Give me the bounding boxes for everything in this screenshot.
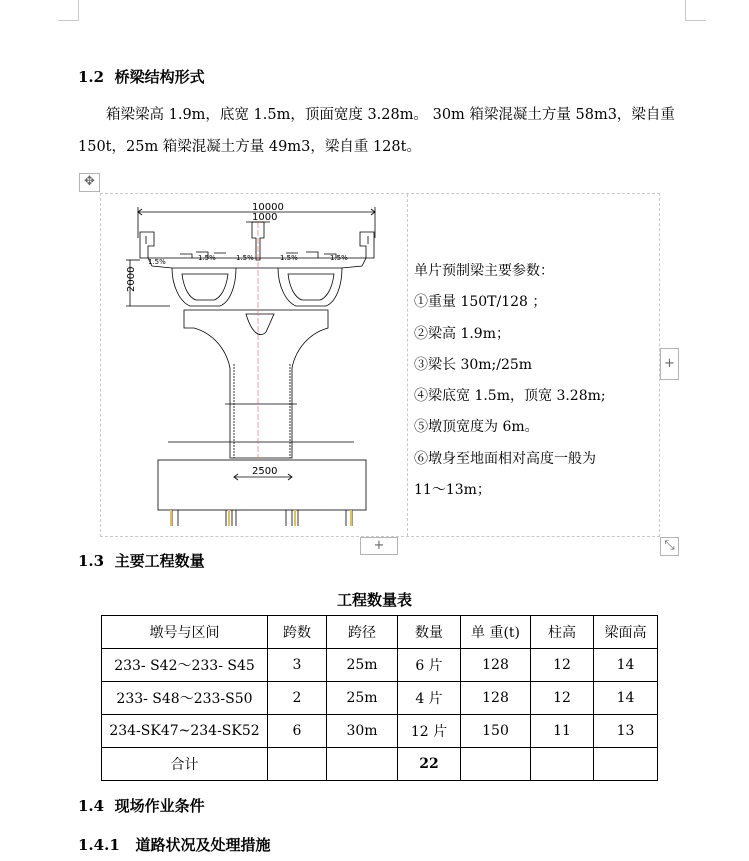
table-cell: 2 [268, 682, 327, 715]
table-cell [461, 748, 531, 781]
quantity-table [101, 615, 658, 781]
table-cell: 233- S42～233- S45 [102, 649, 268, 682]
param-item: 11～13m； [414, 482, 491, 499]
slope-label: 1.5% [330, 254, 348, 262]
column-header: 墩号与区间 [102, 616, 268, 649]
heading-number: 1.4 [78, 797, 105, 815]
resize-icon[interactable]: ⤡ [660, 537, 679, 556]
params-heading: 单片预制梁主要参数： [414, 263, 554, 279]
table-cell: 13 [594, 715, 658, 748]
table-cell: 12 片 [398, 715, 461, 748]
table-cell [268, 748, 327, 781]
heading-1-2 [78, 66, 205, 87]
total-label: 合计 [102, 748, 268, 781]
column-header: 数量 [398, 616, 461, 649]
column-header: 单 重(t) [461, 616, 531, 649]
heading-text: 现场作业条件 [114, 797, 205, 815]
param-item: ④梁底宽 1.5m，顶宽 3.28m; [414, 388, 606, 405]
table-cell: 3 [268, 649, 327, 682]
heading-1-4-1 [78, 834, 270, 855]
table-row [102, 682, 658, 715]
table-cell: 234-SK47~234-SK52 [102, 715, 268, 748]
table-cell: 6 [268, 715, 327, 748]
table-cell: 14 [594, 649, 658, 682]
heading-number: 1.2 [78, 68, 105, 86]
table-cell [531, 748, 594, 781]
table-title: 工程数量表 [336, 591, 412, 609]
table-cell: 128 [461, 682, 531, 715]
heading-1-3 [78, 550, 205, 571]
table-total-row [102, 748, 658, 781]
slope-label: 1.5% [280, 254, 298, 262]
table-cell: 4 片 [398, 682, 461, 715]
table-cell: 11 [531, 715, 594, 748]
table-cell: 12 [531, 649, 594, 682]
table-row [102, 715, 658, 748]
left-barrier [140, 232, 154, 258]
crop-mark-top-right [685, 0, 706, 21]
right-barrier [360, 232, 374, 258]
slope-label: 1.5% [148, 258, 166, 266]
table-cell: 14 [594, 682, 658, 715]
dim-base: 2500 [252, 466, 278, 477]
heading-number: 1.3 [78, 552, 105, 570]
crop-mark-top-left [58, 0, 79, 21]
table-cell: 6 片 [398, 649, 461, 682]
param-item: ②梁高 1.9m； [414, 325, 510, 342]
dim-height: 2000 [126, 266, 137, 292]
table-cell: 233- S48～233-S50 [102, 682, 268, 715]
table-cell: 150 [461, 715, 531, 748]
dim-center: 1000 [252, 212, 278, 223]
pier [184, 310, 328, 458]
slope-label: 1.5% [198, 254, 216, 262]
add-column-button[interactable]: + [660, 348, 679, 380]
param-item: ⑥墩身至地面相对高度一般为 [414, 450, 596, 467]
table-cell [327, 748, 398, 781]
column-header: 柱高 [531, 616, 594, 649]
intro-paragraph: 箱梁梁高 1.9m，底宽 1.5m，顶面宽度 3.28m。 30m 箱梁混凝土方量 58m3，梁自重 150t，25m 箱梁混凝土方量 49m3，梁自重 128t。 [78, 107, 675, 155]
column-header: 跨径 [327, 616, 398, 649]
heading-text: 桥梁结构形式 [114, 68, 205, 86]
table-cell: 12 [531, 682, 594, 715]
table-header-row [102, 616, 658, 649]
table-move-icon[interactable]: ✥ [79, 173, 100, 192]
column-header: 梁面高 [594, 616, 658, 649]
param-item: ⑤墩顶宽度为 6m。 [414, 419, 539, 436]
table-cell [594, 748, 658, 781]
param-item: ①重量 150T/128 ； [414, 294, 547, 311]
heading-number: 1.4.1 [78, 836, 120, 854]
table-row [102, 649, 658, 682]
dim-total-width: 10000 [252, 202, 284, 213]
total-count: 22 [398, 748, 461, 781]
table-cell: 25m [327, 649, 398, 682]
table-cell: 30m [327, 715, 398, 748]
heading-text: 道路状况及处理措施 [135, 836, 271, 854]
slope-label: 1.5% [236, 254, 254, 262]
column-header: 跨数 [268, 616, 327, 649]
beam-parameters [414, 256, 659, 506]
column-divider [407, 194, 408, 536]
bridge-cross-section-drawing [110, 198, 400, 534]
add-row-button[interactable]: + [360, 537, 398, 555]
heading-1-4 [78, 795, 205, 816]
table-cell: 128 [461, 649, 531, 682]
param-item: ③梁长 30m;/25m [414, 356, 533, 373]
table-cell: 25m [327, 682, 398, 715]
heading-text: 主要工程数量 [114, 552, 205, 570]
